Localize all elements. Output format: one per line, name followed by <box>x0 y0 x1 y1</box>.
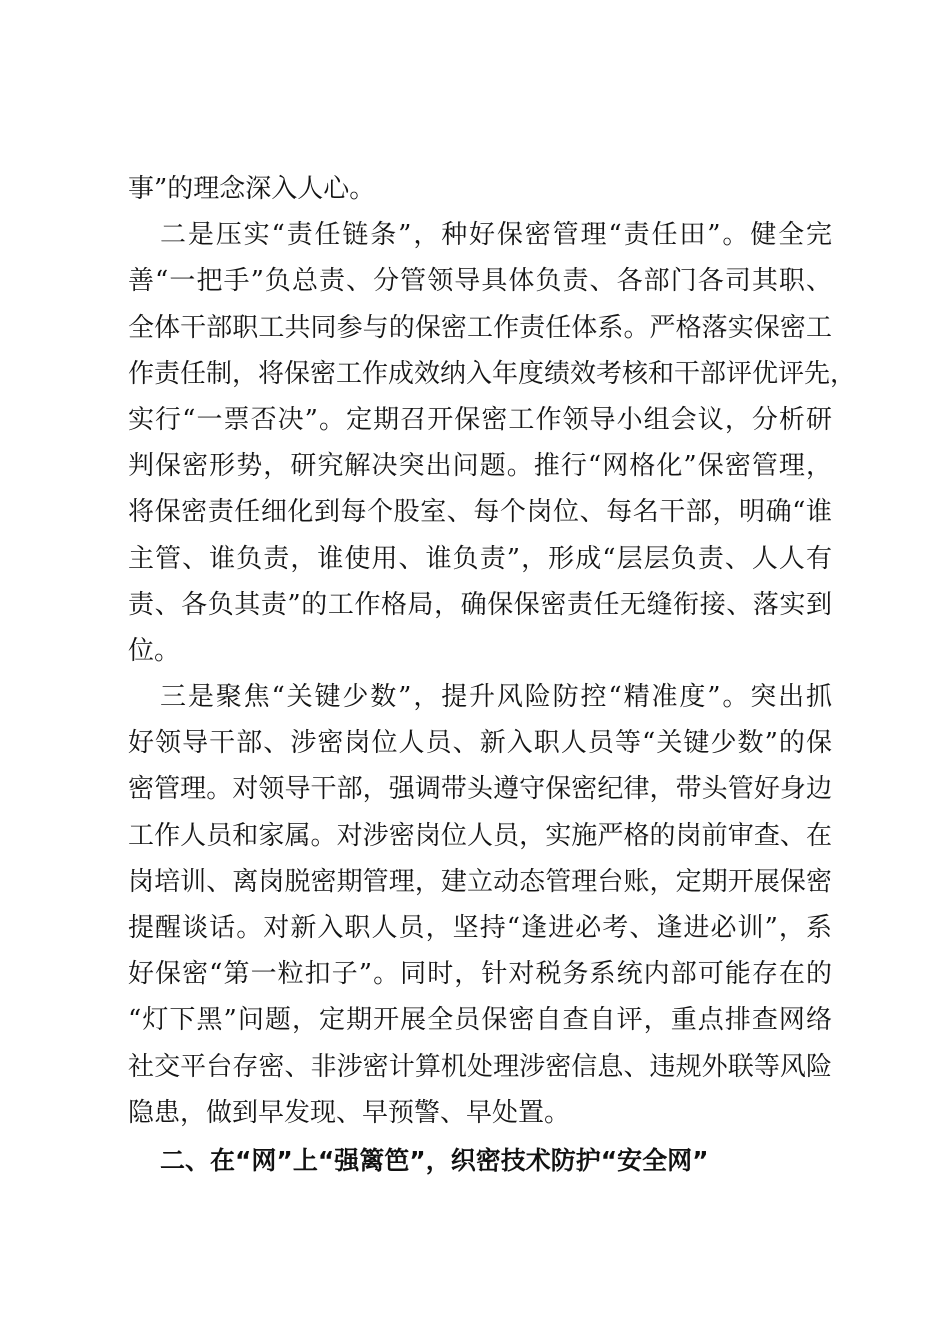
text-line: 好保密“第一粒扣子”。同时，针对税务系统内部可能存在的 <box>128 959 832 990</box>
text-line: 岗培训、离岗脱密期管理，建立动态管理台账，定期开展保密 <box>128 866 832 897</box>
text-line: 提醒谈话。对新入职人员，坚持“逢进必考、逢进必训”，系 <box>128 913 832 943</box>
text-line: 社交平台存密、非涉密计算机处理涉密信息、违规外联等风险 <box>128 1051 832 1082</box>
text-line: 密管理。对领导干部，强调带头遵守保密纪律，带头管好身边 <box>128 774 832 805</box>
text-line: 实行“一票否决”。定期召开保密工作领导小组会议，分析研 <box>128 404 832 435</box>
text-line: 判保密形势，研究解决突出问题。推行“网格化”保密管理， <box>128 451 832 482</box>
document-body <box>128 166 857 1184</box>
text-line: 作责任制，将保密工作成效纳入年度绩效考核和干部评优评先， <box>128 358 857 389</box>
text-line: 主管、谁负责，谁使用、谁负责”，形成“层层负责、人人有 <box>128 543 832 574</box>
text-line: 善“一把手”负总责、分管领导具体负责、各部门各司其职、 <box>128 266 832 297</box>
text-line: “灯下黑”问题，定期开展全员保密自查自评，重点排查网络 <box>128 1005 832 1036</box>
text-line: 工作人员和家属。对涉密岗位人员，实施严格的岗前审查、在 <box>128 820 832 851</box>
text-line: 二是压实“责任链条”，种好保密管理“责任田”。健全完 <box>160 220 832 251</box>
paragraph-key-minority <box>128 674 832 1136</box>
text-line: 事”的理念深入人心。 <box>128 174 376 204</box>
text-line: 三是聚焦“关键少数”，提升风险防控“精准度”。突出抓 <box>160 682 832 713</box>
text-line: 好领导干部、涉密岗位人员、新入职人员等“关键少数”的保 <box>128 728 832 759</box>
text-line: 全体干部职工共同参与的保密工作责任体系。严格落实保密工 <box>128 312 832 343</box>
section-heading: 二、在“网”上“强篱笆”，织密技术防护“安全网” <box>160 1145 709 1175</box>
text-line: 责、各负其责”的工作格局，确保保密责任无缝衔接、落实到 <box>128 589 832 620</box>
text-line: 将保密责任细化到每个股室、每个岗位、每名干部，明确“谁 <box>128 497 832 528</box>
paragraph-responsibility-chain <box>128 212 857 674</box>
text-line: 隐患，做到早发现、早预警、早处置。 <box>128 1097 571 1128</box>
text-line: 位。 <box>128 635 181 666</box>
